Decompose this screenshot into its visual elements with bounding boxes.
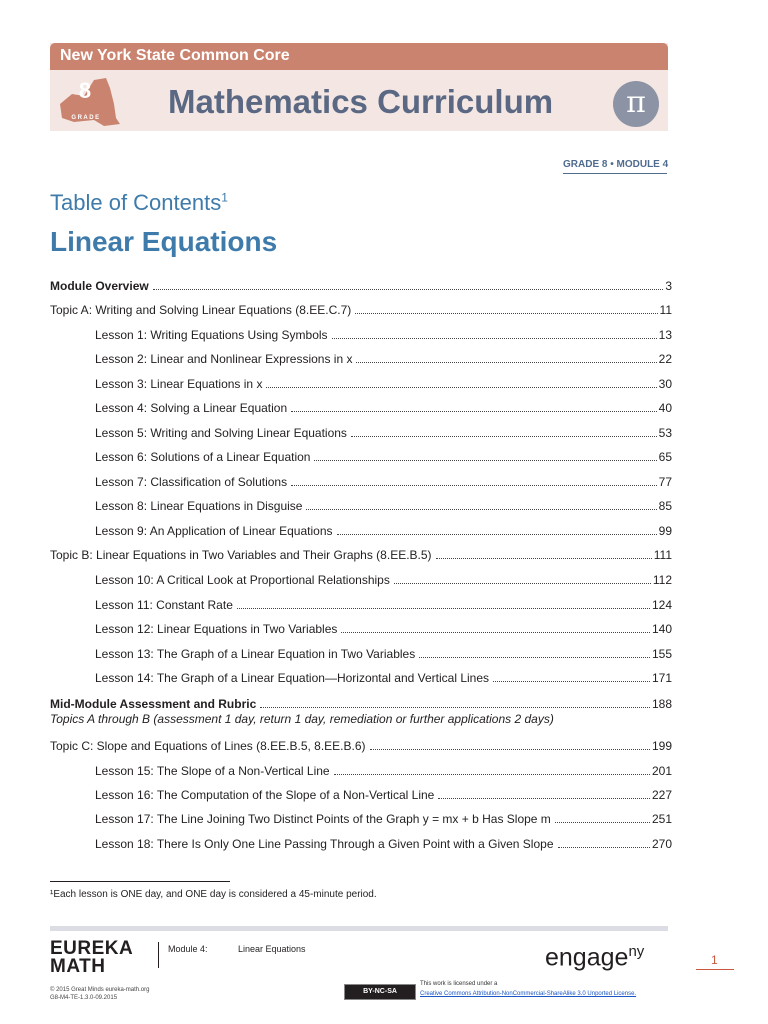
toc-entry-label: Lesson 4: Solving a Linear Equation <box>95 401 288 415</box>
toc-entry-lesson-7[interactable] <box>95 474 672 491</box>
toc-entry-page: 199 <box>651 739 672 753</box>
grade-number: 8 <box>78 78 92 103</box>
leader-dots <box>260 706 650 708</box>
license-text: This work is licensed under a <box>420 981 498 987</box>
toc-entry-lesson-5[interactable] <box>95 425 672 442</box>
toc-entry-lesson-14[interactable] <box>95 670 672 687</box>
toc-entry-page: 65 <box>658 450 672 464</box>
toc-entry-label: Lesson 18: There Is Only One Line Passing Through a Given Point with a Given Slope <box>95 837 554 851</box>
leader-dots <box>555 821 650 823</box>
curriculum-banner <box>50 43 668 131</box>
leader-dots <box>334 773 650 775</box>
page-number-rule <box>696 969 734 970</box>
toc-entry-page: 188 <box>651 697 672 711</box>
toc-entry-topic-b[interactable] <box>50 547 672 564</box>
toc-entry-page: 99 <box>658 524 672 538</box>
creative-commons-badge[interactable] <box>344 984 416 1000</box>
toc-entry-page: 85 <box>658 499 672 513</box>
leader-dots <box>370 748 650 750</box>
leader-dots <box>493 680 650 682</box>
toc-entry-lesson-4[interactable] <box>95 400 672 417</box>
toc-entry-label: Mid-Module Assessment and Rubric <box>50 697 257 711</box>
toc-entry-page: 227 <box>651 788 672 802</box>
toc-entry-label: Lesson 17: The Line Joining Two Distinct Points of the Graph y = mx + b Has Slope m <box>95 812 551 826</box>
footer-vertical-divider <box>158 942 159 968</box>
toc-entry-lesson-13[interactable] <box>95 646 672 663</box>
toc-entry-topic-c[interactable] <box>50 738 672 755</box>
toc-footnote-marker: 1 <box>221 190 228 205</box>
leader-dots <box>291 410 657 412</box>
toc-entry-page: 22 <box>658 352 672 366</box>
toc-entry-page: 124 <box>651 598 672 612</box>
banner-text: New York State Common Core <box>60 47 290 64</box>
leader-dots <box>306 508 656 510</box>
toc-entry-lesson-2[interactable] <box>95 351 672 368</box>
leader-dots <box>419 656 650 658</box>
banner-strip <box>50 43 668 70</box>
toc-entry-page: 3 <box>665 279 672 293</box>
copyright-text <box>50 986 149 1002</box>
toc-entry-label: Lesson 12: Linear Equations in Two Variables <box>95 622 338 636</box>
footnote-text: ¹Each lesson is ONE day, and ONE day is considered a 45-minute period. <box>50 889 377 900</box>
toc-entry-module-overview[interactable] <box>50 278 672 295</box>
toc-entry-page: 112 <box>652 573 672 587</box>
toc-entry-lesson-11[interactable] <box>95 597 672 614</box>
leader-dots <box>153 288 664 290</box>
toc-heading <box>50 190 228 216</box>
eureka-math-logo <box>50 940 133 976</box>
toc-entry-label: Lesson 8: Linear Equations in Disguise <box>95 499 303 513</box>
toc-entry-label: Lesson 5: Writing and Solving Linear Equations <box>95 426 347 440</box>
toc-entry-label: Lesson 3: Linear Equations in x <box>95 377 263 391</box>
toc-entry-label: Topic A: Writing and Solving Linear Equations (8.EE.C.7) <box>50 303 352 317</box>
cc-badge-text: BY-NC-SA <box>363 988 397 995</box>
toc-entry-page: 140 <box>651 622 672 636</box>
toc-entry-mid-module-assessment[interactable] <box>50 696 672 713</box>
toc-entry-label: Module Overview <box>50 279 149 293</box>
copyright-line1: © 2015 Great Minds eureka-math.org <box>50 987 150 993</box>
toc-entry-lesson-12[interactable] <box>95 621 672 638</box>
leader-dots <box>337 533 657 535</box>
toc-entry-label: Topic B: Linear Equations in Two Variables and Their Graphs (8.EE.B.5) <box>50 548 432 562</box>
footer-module-label: Module 4: <box>168 944 208 954</box>
toc-entry-lesson-15[interactable] <box>95 763 672 780</box>
toc-entry-label: Lesson 6: Solutions of a Linear Equation <box>95 450 311 464</box>
toc-entry-page: 111 <box>653 548 672 562</box>
toc-entry-lesson-6[interactable] <box>95 449 672 466</box>
leader-dots <box>291 484 657 486</box>
toc-entry-label: Lesson 16: The Computation of the Slope of a Non-Vertical Line <box>95 788 435 802</box>
toc-entry-label: Lesson 1: Writing Equations Using Symbols <box>95 328 328 342</box>
toc-entry-page: 13 <box>658 328 672 342</box>
leader-dots <box>558 846 650 848</box>
toc-entry-lesson-18[interactable] <box>95 836 672 853</box>
toc-entry-page: 171 <box>651 671 672 685</box>
toc-entry-lesson-16[interactable] <box>95 787 672 804</box>
grade-label: GRADE <box>71 115 101 121</box>
toc-entry-label: Lesson 15: The Slope of a Non-Vertical Line <box>95 764 330 778</box>
leader-dots <box>341 631 650 633</box>
toc-entry-page: 77 <box>658 475 672 489</box>
curriculum-title: Mathematics Curriculum <box>168 83 554 120</box>
leader-dots <box>266 386 656 388</box>
toc-entry-page: 155 <box>651 647 672 661</box>
module-title: Linear Equations <box>50 226 278 257</box>
toc-heading-text: Table of Contents <box>50 190 222 215</box>
leader-dots <box>351 435 657 437</box>
eureka-logo-line1: EUREKA <box>50 938 134 959</box>
toc-entry-page: 251 <box>651 812 672 826</box>
leader-dots <box>394 582 651 584</box>
pi-icon: π <box>613 81 659 127</box>
toc-entry-page: 53 <box>658 426 672 440</box>
toc-entry-lesson-8[interactable] <box>95 498 672 515</box>
leader-dots <box>436 557 652 559</box>
footer-divider <box>50 926 668 931</box>
toc-entry-lesson-9[interactable] <box>95 523 672 540</box>
toc-entry-label: Lesson 10: A Critical Look at Proportional Relationships <box>95 573 390 587</box>
toc-entry-label: Lesson 14: The Graph of a Linear Equation—Horizontal and Vertical Lines <box>95 671 490 685</box>
toc-entry-label: Lesson 7: Classification of Solutions <box>95 475 288 489</box>
engage-text: engage <box>545 943 629 972</box>
toc-entry-lesson-10[interactable] <box>95 572 672 589</box>
toc-entry-page: 270 <box>651 837 672 851</box>
toc-entry-label: Lesson 13: The Graph of a Linear Equation in Two Variables <box>95 647 416 661</box>
toc-entry-page: 201 <box>651 764 672 778</box>
leader-dots <box>237 607 650 609</box>
footnote-rule <box>50 881 230 882</box>
toc-entry-topic-a[interactable] <box>50 302 672 319</box>
toc-entry-page: 40 <box>658 401 672 415</box>
license-link[interactable]: Creative Commons Attribution-NonCommercial-ShareAlike 3.0 Unported License. <box>420 991 637 997</box>
toc-entry-label: Lesson 2: Linear and Nonlinear Expressions in x <box>95 352 353 366</box>
leader-dots <box>332 337 657 339</box>
toc-entry-label: Lesson 9: An Application of Linear Equations <box>95 524 333 538</box>
toc-entry-lesson-1[interactable] <box>95 327 672 344</box>
toc-entry-lesson-3[interactable] <box>95 376 672 393</box>
engageny-logo <box>545 943 644 972</box>
page-number: 1 <box>711 953 718 967</box>
eureka-logo-line2: MATH <box>50 956 106 977</box>
leader-dots <box>355 312 657 314</box>
leader-dots <box>314 459 656 461</box>
footer-module-name: Linear Equations <box>238 944 306 954</box>
grade-module-label: GRADE 8 • MODULE 4 <box>563 159 669 170</box>
toc-entry-page: 11 <box>659 303 672 317</box>
engage-sup: ny <box>628 943 645 960</box>
assessment-note: Topics A through B (assessment 1 day, return 1 day, remediation or further applications 2 days) <box>50 712 554 726</box>
toc-entry-label: Topic C: Slope and Equations of Lines (8.EE.B.5, 8.EE.B.6) <box>50 739 366 753</box>
toc-entry-page: 30 <box>658 377 672 391</box>
grade-module-underline <box>563 173 667 174</box>
leader-dots <box>356 361 656 363</box>
toc-entry-label: Lesson 11: Constant Rate <box>95 598 233 612</box>
toc-entry-lesson-17[interactable] <box>95 811 672 828</box>
leader-dots <box>438 797 650 799</box>
copyright-line2: G8-M4-TE-1.3.0-09.2015 <box>50 995 118 1001</box>
